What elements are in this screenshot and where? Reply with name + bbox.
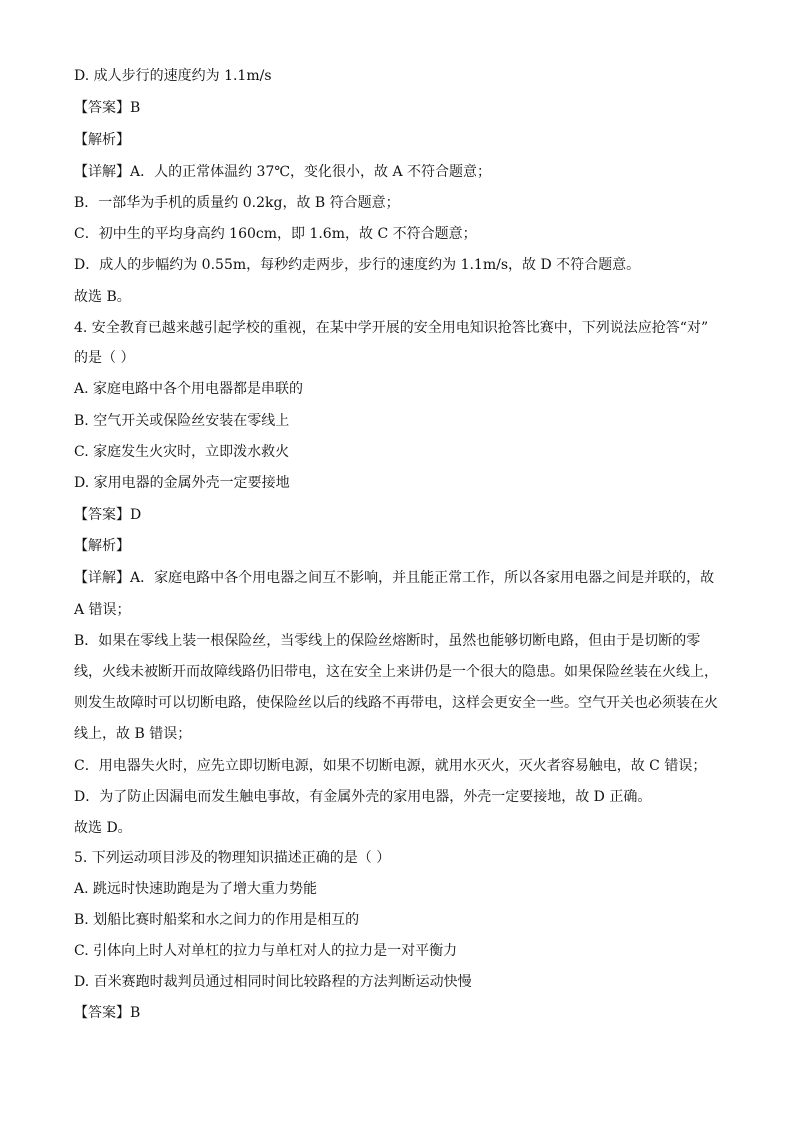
q4-analysis-label — [74, 536, 724, 556]
q4-detail-b-line1: B．如果在零线上装一根保险丝，当零线上的保险丝熔断时，虽然也能够切断电路，但由于是切断的零 — [74, 633, 701, 649]
answer-label: 【答案】 — [74, 1005, 130, 1021]
answer-label: 【答案】 — [74, 100, 130, 116]
q4-option-b: B. 空气开关或保险丝安装在零线上 — [74, 413, 290, 429]
q4-option-a: A. 家庭电路中各个用电器都是串联的 — [74, 381, 304, 397]
q5-answer — [74, 1003, 724, 1023]
q4-detail-b-line4: 线上，故 B 错误； — [74, 726, 192, 742]
q3-detail-c: C．初中生的平均身高约 160cm，即 1.6m，故 C 不符合题意； — [74, 226, 477, 242]
q4-detail-b-line2: 线，火线未被断开而故障线路仍旧带电，这在安全上来讲仍是一个很大的隐患。如果保险丝装在火线上， — [74, 664, 718, 680]
q4-detail-a-line1 — [74, 568, 724, 588]
detail-label: 【详解】 — [74, 164, 130, 180]
q4-detail-c: C．用电器失火时，应先立即切断电源，如果不切断电源，就用水灭火，灭火者容易触电，故 C 错误； — [74, 758, 707, 774]
q3-detail-b: B．一部华为手机的质量约 0.2kg，故 B 符合题意； — [74, 195, 400, 211]
q5-stem: 5. 下列运动项目涉及的物理知识描述正确的是（ ） — [74, 850, 391, 866]
q5-option-a: A. 跳远时快速助跑是为了增大重力势能 — [74, 881, 318, 897]
answer-value: B — [130, 100, 141, 116]
q5-option-c: C. 引体向上时人对单杠的拉力与单杠对人的拉力是一对平衡力 — [74, 943, 458, 959]
q3-answer — [74, 98, 724, 118]
q4-detail-d: D．为了防止因漏电而发生触电事故，有金属外壳的家用电器，外壳一定要接地，故 D 正确。 — [74, 789, 652, 805]
q4-option-c: C. 家庭发生火灾时，立即泼水救火 — [74, 444, 290, 460]
q5-option-d: D. 百米赛跑时裁判员通过相同时间比较路程的方法判断运动快慢 — [74, 974, 472, 990]
q4-stem-line1: 4. 安全教育已越来越引起学校的重视，在某中学开展的安全用电知识抢答比赛中，下列说法应抢答“对” — [74, 320, 709, 336]
q4-stem-line2: 的是（ ） — [74, 350, 135, 366]
answer-label: 【答案】 — [74, 507, 130, 523]
answer-value: B — [130, 1005, 141, 1021]
q4-detail-a-line2: A 错误； — [74, 602, 131, 618]
q4-option-d: D. 家用电器的金属外壳一定要接地 — [74, 475, 290, 491]
q3-detail-d: D．成人的步幅约为 0.55m，每秒约走两步，步行的速度约为 1.1m/s，故 D 不符合题意。 — [74, 257, 641, 273]
answer-value: D — [130, 507, 142, 523]
q4-answer — [74, 505, 724, 525]
analysis-label: 【解析】 — [74, 132, 130, 148]
q5-option-b: B. 划船比赛时船桨和水之间力的作用是相互的 — [74, 912, 360, 928]
q3-conclusion: 故选 B。 — [74, 289, 131, 305]
q3-detail-a — [74, 162, 724, 182]
q3-option-d: D. 成人步行的速度约为 1.1m/s — [74, 68, 272, 84]
q4-conclusion: 故选 D。 — [74, 820, 132, 836]
detail-text: A．家庭电路中各个用电器之间互不影响，并且能正常工作，所以各家用电器之间是并联的，故 — [130, 570, 715, 586]
analysis-label: 【解析】 — [74, 538, 130, 554]
q3-analysis-label — [74, 130, 724, 150]
detail-text: A．人的正常体温约 37℃，变化很小，故 A 不符合题意； — [130, 164, 492, 180]
q4-detail-b-line3: 则发生故障时可以切断电路，使保险丝以后的线路不再带电，这样会更安全一些。空气开关也必须装在火 — [74, 695, 718, 711]
detail-label: 【详解】 — [74, 570, 130, 586]
